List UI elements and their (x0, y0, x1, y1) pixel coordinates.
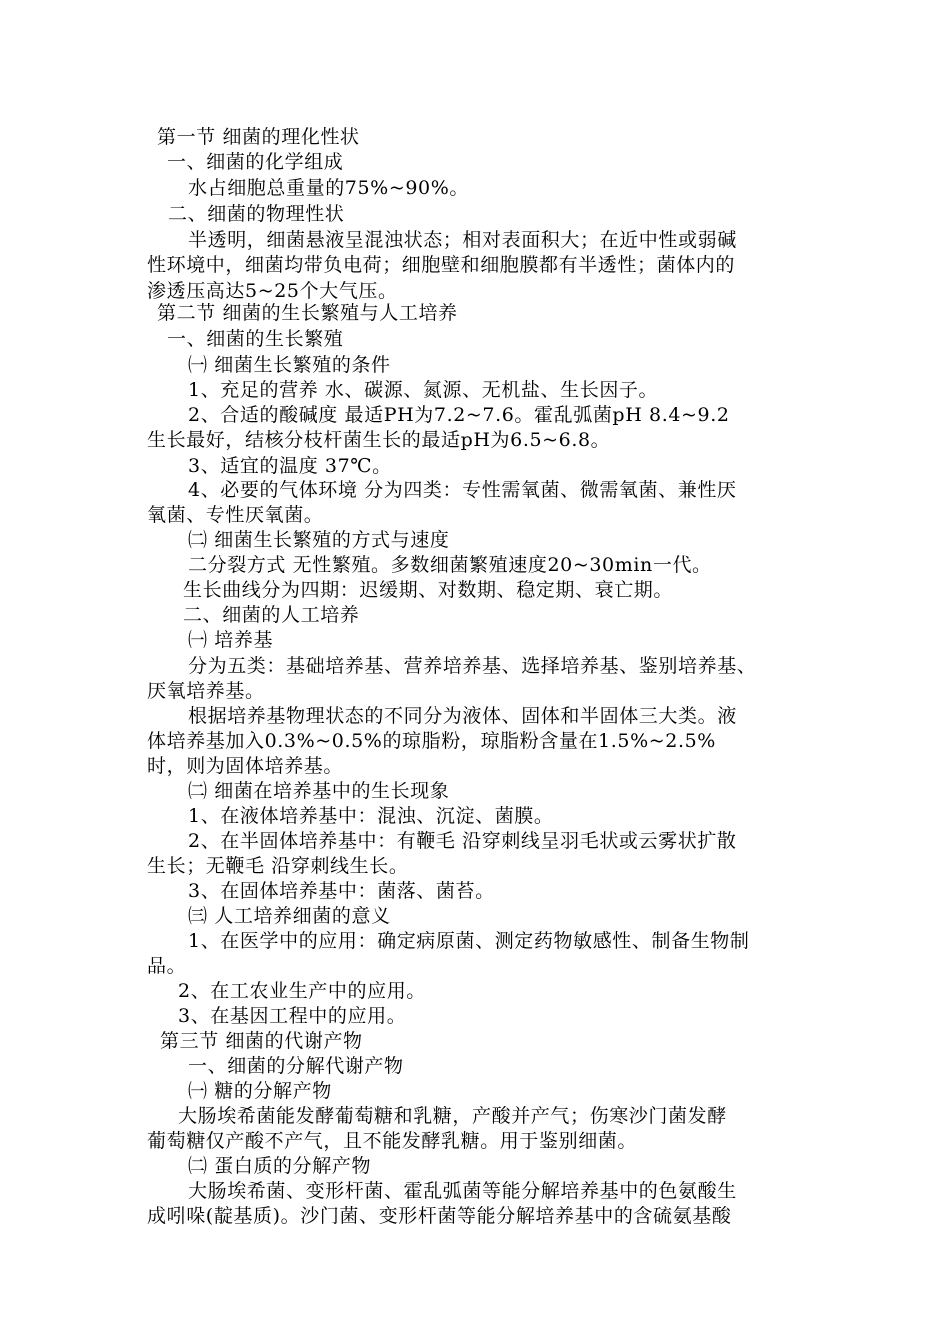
list-item: 4、必要的气体环境 分为四类：专性需氧菌、微需氧菌、兼性厌 (188, 479, 737, 501)
list-item: 3、在基因工程中的应用。 (178, 1005, 407, 1027)
sub-subheading: ㈡ 细菌生长繁殖的方式与速度 (188, 529, 450, 551)
paragraph-line: 生长曲线分为四期：迟缓期、对数期、稳定期、衰亡期。 (183, 579, 674, 601)
paragraph-line: 时，则为固体培养基。 (147, 755, 344, 777)
paragraph-line: 渗透压高达5~25个大气压。 (147, 280, 398, 302)
list-item: 1、在医学中的应用：确定病原菌、测定药物敏感性、制备生物制 (188, 930, 750, 952)
paragraph-line: 分为五类：基础培养基、营养培养基、选择培养基、鉴别培养基、 (188, 655, 757, 677)
list-item: 3、适宜的温度 37℃。 (188, 455, 392, 477)
sub-subheading: ㈡ 蛋白质的分解产物 (188, 1155, 372, 1177)
subheading: 一、细菌的分解代谢产物 (188, 1055, 404, 1077)
subheading: 二、细菌的物理性状 (168, 203, 345, 225)
subheading: 一、细菌的生长繁殖 (167, 328, 344, 350)
list-item: 2、在工农业生产中的应用。 (178, 980, 426, 1002)
section-heading-3: 第三节 细菌的代谢产物 (160, 1030, 363, 1052)
subheading: 一、细菌的化学组成 (167, 151, 344, 173)
section-heading-1: 第一节 细菌的理化性状 (157, 126, 360, 148)
list-item: 1、充足的营养 水、碳源、氮源、无机盐、生长因子。 (188, 379, 659, 401)
paragraph-line: 性环境中，细菌均带负电荷；细胞壁和细胞膜都有半透性；菌体内的 (147, 254, 736, 276)
list-item: 2、在半固体培养基中：有鞭毛 沿穿刺线呈羽毛状或云雾状扩散 (188, 830, 737, 852)
sub-subheading: ㈡ 细菌在培养基中的生长现象 (188, 780, 450, 802)
paragraph-line: 大肠埃希菌能发酵葡萄糖和乳糖，产酸并产气；伤寒沙门菌发酵 (178, 1105, 727, 1127)
paragraph-line: 大肠埃希菌、变形杆菌、霍乱弧菌等能分解培养基中的色氨酸生 (188, 1180, 737, 1202)
paragraph-line: 根据培养基物理状态的不同分为液体、固体和半固体三大类。液 (188, 705, 737, 727)
paragraph-line: 品。 (147, 955, 187, 977)
paragraph-line: 半透明，细菌悬液呈混浊状态；相对表面积大；在近中性或弱碱 (188, 229, 737, 251)
paragraph-line: 氧菌、专性厌氧菌。 (147, 504, 324, 526)
sub-subheading: ㈢ 人工培养细菌的意义 (188, 905, 391, 927)
paragraph-line: 体培养基加入0.3%~0.5%的琼脂粉，琼脂粉含量在1.5%~2.5% (147, 730, 716, 752)
list-item: 3、在固体培养基中：菌落、菌苔。 (188, 880, 495, 902)
paragraph-line: 生长最好，结核分枝杆菌生长的最适pH为6.5~6.8。 (147, 429, 611, 451)
sub-subheading: ㈠ 细菌生长繁殖的条件 (188, 354, 391, 376)
paragraph-line: 生长；无鞭毛 沿穿刺线生长。 (147, 855, 409, 877)
paragraph-line: 水占细胞总重量的75%~90%。 (188, 177, 469, 199)
paragraph-line: 葡萄糖仅产酸不产气，且不能发酵乳糖。用于鉴别细菌。 (147, 1130, 638, 1152)
paragraph-line: 二分裂方式 无性繁殖。多数细菌繁殖速度20~30min一代。 (188, 554, 712, 576)
paragraph-line: 厌氧培养基。 (147, 680, 265, 702)
list-item: 2、合适的酸碱度 最适PH为7.2~7.6。霍乱弧菌pH 8.4~9.2 (188, 404, 730, 426)
paragraph-line: 成吲哚(靛基质)。沙门菌、变形杆菌等能分解培养基中的含硫氨基酸 (147, 1205, 732, 1227)
sub-subheading: ㈠ 糖的分解产物 (188, 1080, 332, 1102)
sub-subheading: ㈠ 培养基 (188, 629, 274, 651)
subheading: 二、细菌的人工培养 (183, 604, 360, 626)
section-heading-2: 第二节 细菌的生长繁殖与人工培养 (157, 302, 458, 324)
list-item: 1、在液体培养基中：混浊、沉淀、菌膜。 (188, 805, 554, 827)
